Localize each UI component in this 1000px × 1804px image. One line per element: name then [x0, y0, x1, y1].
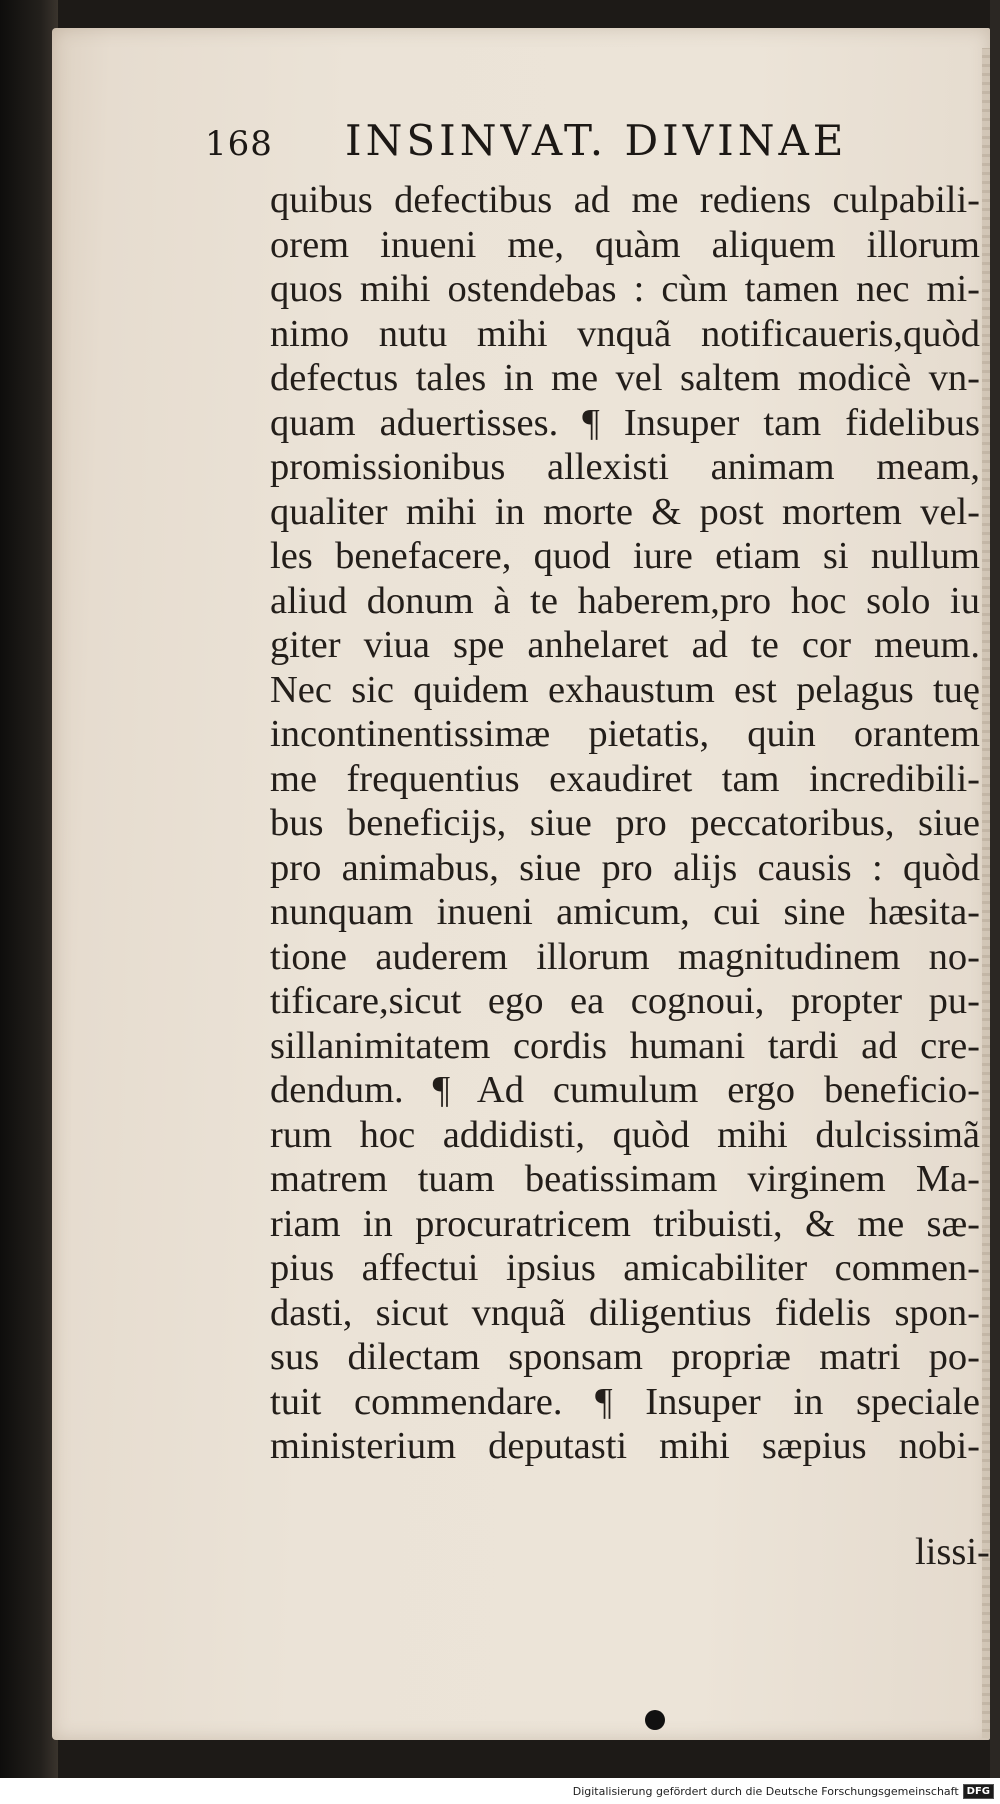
text-line: dendum. ¶ Ad cumulum ergo beneficio- [270, 1069, 980, 1111]
text-line: pius affectui ipsius amicabiliter commen- [270, 1247, 980, 1289]
text-line: orem inueni me, quàm aliquem illorum [270, 223, 980, 266]
text-line: aliud donum à te haberem,pro hoc solo iu [270, 579, 980, 622]
text-line: sus dilectam sponsam propriæ matri po- [270, 1336, 980, 1378]
running-head-title: INSINVAT. DIVINAE [345, 116, 848, 165]
text-line: nunquam inueni amicum, cui sine hæsita- [270, 891, 980, 933]
text-line: ministerium deputasti mihi sæpius nobi- [270, 1425, 980, 1467]
body-text [270, 178, 980, 1469]
text-line: quibus defectibus ad me rediens culpabili- [270, 179, 980, 221]
text-line: riam in procuratricem tribuisti, & me sæ- [270, 1202, 980, 1245]
text-line: quam aduertisses. ¶ Insuper tam fidelibus [270, 401, 980, 444]
text-line: me frequentius exaudiret tam incredibili- [270, 757, 980, 800]
text-line: matrem tuam beatissimam virginem Ma- [270, 1158, 980, 1200]
text-line: bus beneficijs, siue pro peccatoribus, siue [270, 802, 980, 844]
page-number: 168 [205, 124, 273, 164]
text-line: Nec sic quidem exhaustum est pelagus tuę [270, 668, 980, 711]
text-line: dasti, sicut vnquã diligentius fidelis spon- [270, 1291, 980, 1334]
funding-credit: Digitalisierung gefördert durch die Deutsche Forschungsgemeinschaft [572, 1784, 959, 1798]
text-line: tificare,sicut ego ea cognoui, propter pu- [270, 980, 980, 1022]
binding-shadow [0, 0, 58, 1778]
text-line: sillanimitatem cordis humani tardi ad cre- [270, 1024, 980, 1067]
text-line: qualiter mihi in morte & post mortem vel- [270, 490, 980, 533]
text-line: rum hoc addidisti, quòd mihi dulcissimã [270, 1113, 980, 1156]
catchword: lissi- [915, 1531, 990, 1573]
text-line: promissionibus allexisti animam meam, [270, 446, 980, 488]
scan-right-edge [990, 0, 1000, 1778]
dfg-logo: DFG [963, 1784, 994, 1799]
text-line: tione auderem illorum magnitudinem no- [270, 935, 980, 978]
text-line: les benefacere, quod iure etiam si nullum [270, 535, 980, 577]
text-line: giter viua spe anhelaret ad te cor meum. [270, 624, 980, 666]
text-line: pro animabus, siue pro alijs causis : quòd [270, 846, 980, 889]
text-line: defectus tales in me vel saltem modicè vn- [270, 357, 980, 399]
text-line: incontinentissimæ pietatis, quin orantem [270, 713, 980, 755]
text-line: quos mihi ostendebas : cùm tamen nec mi- [270, 268, 980, 310]
text-line: nimo nutu mihi vnquã notificaueris,quòd [270, 312, 980, 355]
ink-dot [645, 1710, 665, 1730]
digitization-footer [0, 1778, 1000, 1804]
page-edge [982, 48, 990, 1738]
text-line: tuit commendare. ¶ Insuper in speciale [270, 1380, 980, 1423]
